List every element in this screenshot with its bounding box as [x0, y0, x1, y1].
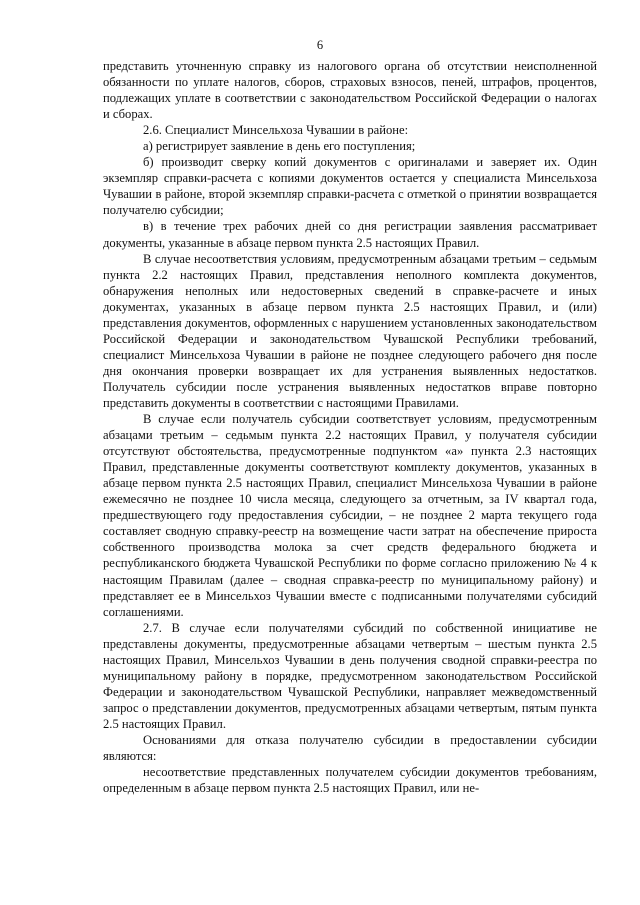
- document-body: [103, 58, 597, 796]
- paragraph-2-6-b: б) производит сверку копий документов с оригиналами и заверяет их. Один экземпляр справки-расчета с копиями документов остается у специалиста Минсельхоза Чувашии в районе, второй экземпляр справки-расчета с отметкой о принятии возвращается получателю субсидии;: [103, 155, 597, 218]
- paragraph-certificate-continuation: представить уточненную справку из налогового органа об отсутствии неисполненной обязанности по уплате налогов, сборов, страховых взносов, пеней, штрафов, процентов, подлежащих уплате в соответствии с законодательством Российской Федерации о налогах и сборах.: [103, 59, 597, 122]
- page-number: 6: [316, 38, 324, 52]
- paragraph-nonconformity: В случае несоответствия условиям, предусмотренным абзацами третьим – седьмым пункта 2.2 настоящих Правил, представления неполного комплекта документов, обнаружения неполных или недостоверных сведений в справке-расчете и иных документах, указанных в абзаце первом пункта 2.5 настоящих Правил, и (или) представления документов, оформленных с нарушением установленных законодательством Российской Федерации и законодательством Чувашской Республики требований, специалист Минсельхоза Чувашии в районе не позднее следующего рабочего дня после дня окончания проверки возвращает их для устранения выявленных недостатков. Получатель субсидии после устранения выявленных недостатков вправе повторно представить документы в соответствии с настоящими Правилами.: [103, 251, 597, 410]
- paragraph-refusal-item-1: несоответствие представленных получателем субсидии документов требованиям, определенным в абзаце первом пункта 2.5 настоящих Правил, или не-: [103, 765, 597, 796]
- paragraph-conformity: В случае если получатель субсидии соответствует условиям, предусмотренным абзацами третьим – седьмым пункта 2.2 настоящих Правил, у получателя субсидии отсутствуют обстоятельства, предусмотренные подпунктом «а» пункта 2.3 настоящих Правил, представленные документы соответствуют комплекту документов, указанных в абзаце первом пункта 2.5 настоящих Правил, специалист Минсельхоза Чувашии в районе ежемесячно не позднее 10 числа месяца, следующего за отчетным, за IV квартал года, предшествующего году предоставления субсидии, – не позднее 2 марта текущего года составляет сводную справку-реестр на возмещение части затрат на обеспечение прироста собственного производства молока за счет средств федерального бюджета и республиканского бюджета Чувашской Республики по форме согласно приложению № 4 к настоящим Правилам (далее – сводная справка-реестр по муниципальному району) и представляет ее в Минсельхоз Чувашии вместе с подписанными получателями субсидий соглашениями.: [103, 412, 597, 619]
- paragraph-2-6-v: в) в течение трех рабочих дней со дня регистрации заявления рассматривает документы, указанные в абзаце первом пункта 2.5 настоящих Правил.: [103, 219, 597, 250]
- paragraph-refusal-grounds: Основаниями для отказа получателю субсидии в предоставлении субсидии являются:: [103, 732, 597, 764]
- paragraph-2-6-a: а) регистрирует заявление в день его поступления;: [143, 139, 416, 154]
- paragraph-section-2-7: 2.7. В случае если получателями субсидий по собственной инициативе не представлены документы, предусмотренные абзацами четвертым – шестым пункта 2.5 настоящих Правил, Минсельхоз Чувашии в день получения сводной справки-реестра по муниципальному району в порядке, предусмотренном законодательством Российской Федерации и законодательством Чувашской Республики, направляет межведомственный запрос о представлении документов, предусмотренных абзацами четвертым, пятым пункта 2.5 настоящих Правил.: [103, 620, 597, 731]
- paragraph-section-2-6: 2.6. Специалист Минсельхоза Чувашии в районе:: [143, 123, 409, 138]
